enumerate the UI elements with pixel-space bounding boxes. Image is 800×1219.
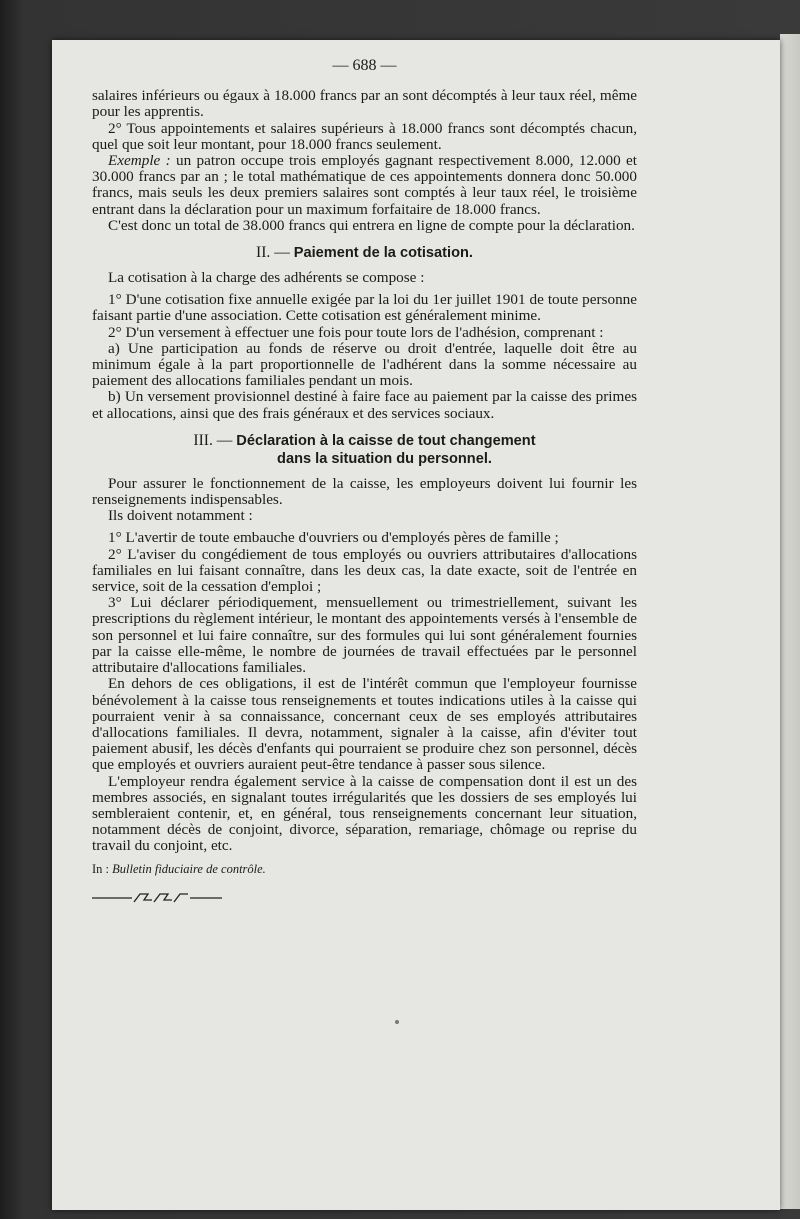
paragraph: 1° D'une cotisation fixe annuelle exigée par la loi du 1er juillet 1901 de toute personne faisant partie d'une association. Cette cotisation est généralement minime. <box>92 291 637 325</box>
paragraph: a) Une participation au fonds de réserve ou droit d'entrée, laquelle doit être au minimum égale à la part proportionnelle de l'adhérent dans la somme nécessaire au paiement des allocations familiales pendant un mois. <box>92 339 637 390</box>
paragraph: b) Un versement provisionnel destiné à faire face au paiement par la caisse des primes et allocations, ainsi que des frais généraux et des services sociaux. <box>92 388 637 422</box>
page-number: — 688 — <box>332 57 397 74</box>
section-number: III. — <box>193 431 233 449</box>
page-content <box>92 58 637 909</box>
example-label: Exemple : <box>108 152 171 170</box>
ink-speck <box>395 1020 399 1024</box>
section-heading-3 <box>92 432 637 468</box>
paragraph: La cotisation à la charge des adhérents se compose : <box>108 269 425 287</box>
paragraph: 1° L'avertir de toute embauche d'ouvriers ou d'employés pères de famille ; <box>108 529 559 547</box>
section-title-line-2: dans la situation du personnel. <box>277 450 492 467</box>
paragraph: L'employeur rendra également service à la caisse de compensation dont il est un des membres associés, en signalant toutes irrégularités que les dossiers de ses employés lui sembleraient contenir, et, en général, tous renseignements concernant leur situation, notamment décès de conjoint, divorce, séparation, remariage, chômage ou reprise du travail du conjoint, etc. <box>92 772 637 855</box>
section-heading-2 <box>92 244 637 262</box>
paragraph: Ils doivent notamment : <box>108 507 253 525</box>
source-citation <box>92 861 637 877</box>
next-page-edge <box>780 34 800 1209</box>
example-text: un patron occupe trois employés gagnant respectivement 8.000, 12.000 et 30.000 francs par an ; le total mathématique de ces appointements donnera donc 50.000 francs, mais seuls les deux premiers salaires sont comptés à leur taux réel, le troisième entrant dans la déclaration pour un maximum forfaitaire de 18.000 francs. <box>92 152 637 218</box>
paragraph: 3° Lui déclarer périodiquement, mensuellement ou trimestriellement, suivant les prescriptions du règlement intérieur, le montant des appointements versés à l'ensemble de son personnel et lui faire connaître, sur des formules qui lui sont généralement fournies par la caisse elle-même, le nombre de journées de travail effectuées par le personnel attributaire d'allocations familiales. <box>92 594 637 677</box>
section-title-line-1: Déclaration à la caisse de tout changement <box>236 432 536 449</box>
source-prefix: In : <box>92 861 110 876</box>
paragraph: C'est donc un total de 38.000 francs qui entrera en ligne de compte pour la déclaration. <box>108 216 635 234</box>
example-paragraph <box>92 153 637 218</box>
section-title: Paiement de la cotisation. <box>293 245 473 262</box>
section-number: II. — <box>256 244 290 262</box>
ornament-divider <box>92 891 222 905</box>
paragraph: 2° D'un versement à effectuer une fois pour toute lors de l'adhésion, comprenant : <box>108 323 604 341</box>
paragraph: Pour assurer le fonctionnement de la caisse, les employeurs doivent lui fournir les renseignements indispensables. <box>92 474 637 509</box>
paragraph: 2° L'aviser du congédiement de tous employés ou ouvriers attributaires d'allocations familiales en lui faisant connaître, dans les deux cas, la date exacte, soit de l'entrée en service, soit de la cessation d'emploi ; <box>92 545 637 596</box>
source-title: Bulletin fiduciaire de contrôle. <box>112 861 266 876</box>
paragraph: 2° Tous appointements et salaires supérieurs à 18.000 francs sont décomptés chacun, quel que soit leur montant, pour 18.000 francs seulement. <box>92 119 637 153</box>
paragraph: En dehors de ces obligations, il est de l'intérêt commun que l'employeur fournisse bénévolement à la caisse tous renseignements et toutes indications utiles à la caisse qui pourraient venir à sa connaissance, concernant ceux de ses employés attributaires d'allocations familiales. Il devra, notamment, signaler à la caisse, afin d'éviter tout paiement abusif, les décès d'enfants qui pourraient se produire chez son personnel, décès que employés et ouvriers auraient peut-être tendance à passer sous silence. <box>92 675 637 774</box>
paragraph: salaires inférieurs ou égaux à 18.000 francs par an sont décomptés à leur taux réel, même pour les apprentis. <box>92 87 637 121</box>
